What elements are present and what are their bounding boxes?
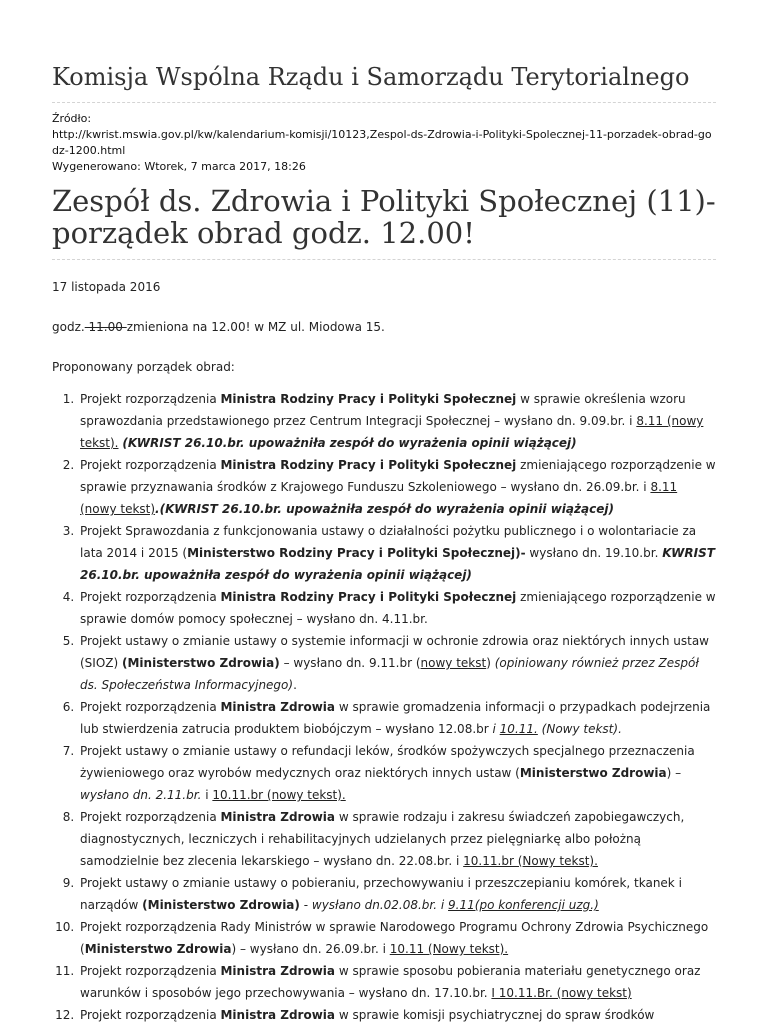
item-text: Projekt Sprawozdania z funkcjonowania ustawy o działalności pożytku publicznego i o wolontariacie za lata 2014 i 2015 ( [80,524,697,560]
agenda-item [78,806,716,872]
agenda-item [78,388,716,454]
item-ministry: Ministra Zdrowia [220,810,336,824]
time-old: 11.00 [84,320,127,334]
agenda-item [78,520,716,586]
site-title: Komisja Wspólna Rządu i Samorządu Terytorialnego [52,63,690,91]
source-meta [52,111,716,175]
item-ministry: Ministra Rodziny Pracy i Polityki Społecznej [220,458,517,472]
item-text: w sprawie gromadzenia informacji o przypadkach podejrzenia lub stwierdzenia zatrucia produktem biobójczym – wysłano 12.08.br [80,700,711,736]
item-ministry: Ministerstwo Rodziny Pracy i Polityki Społecznej)- [187,546,526,560]
item-text: wysłano dn.02.08.br. i [311,898,449,912]
agenda-item [78,916,716,960]
source-label: Źródło: [52,112,92,125]
item-ministry: Ministra Rodziny Pracy i Polityki Społecznej [220,590,517,604]
item-text: ) – wysłano dn. 26.09.br. i [231,942,390,956]
item-text: - [299,898,312,912]
item-text: Projekt ustawy o zmianie ustawy o pobieraniu, przechowywaniu i przeszczepianiu komórek, tkanek i narządów [80,876,682,912]
document-link[interactable]: 10.11.br (nowy tekst). [212,788,346,802]
time-prefix: godz. [52,320,85,334]
item-text: Projekt rozporządzenia [80,810,221,824]
item-text: Projekt ustawy o zmianie ustawy o refundacji leków, środków spożywczych specjalnego przeznaczenia żywieniowego oraz wyrobów medycznych oraz niektórych innych ustaw ( [80,744,695,780]
document-link[interactable]: 10.11 (Nowy tekst). [389,942,509,956]
item-ministry: Ministra Rodziny Pracy i Polityki Społecznej [220,392,517,406]
article-content [52,276,716,1026]
agenda-item [78,872,716,916]
time-rest: zmieniona na 12.00! w MZ ul. Miodowa 15. [126,320,385,334]
agenda-item [78,586,716,630]
meeting-time [52,316,716,338]
agenda-list [52,388,716,1026]
item-text: wysłano dn. 2.11.br. [80,788,202,802]
document-link[interactable]: 10.11.br (Nowy tekst). [463,854,598,868]
item-text: (Nowy tekst). [537,722,622,736]
item-text: Projekt rozporządzenia Rady Ministrów w sprawie Narodowego Programu Ochrony Zdrowia Psychicznego ( [80,920,709,956]
item-text: . [293,678,297,692]
item-text: ) [486,656,495,670]
document-link[interactable]: nowy tekst [420,656,487,670]
item-text: w sprawie sposobu pobierania materiału genetycznego oraz warunków i sposobów jego przechowywania – wysłano dn. 17.10.br. [80,964,701,1000]
item-text: i [492,722,500,736]
agenda-item [78,740,716,806]
item-text: Projekt rozporządzenia [80,1008,221,1022]
agenda-intro: Proponowany porządek obrad: [52,360,235,374]
document-link[interactable]: 9.11(po konferencji uzg.) [448,898,599,912]
agenda-item [78,696,716,740]
item-ministry: (Ministerstwo Zdrowia) [122,656,280,670]
item-ministry: Ministerstwo Zdrowia [84,942,232,956]
document-link[interactable]: 8.11 (nowy tekst). [80,414,704,450]
item-text: ) – [666,766,682,780]
agenda-item [78,630,716,696]
item-text: zmieniającego rozporządzenie w sprawie domów pomocy społecznej – wysłano dn. 4.11.br. [80,590,716,626]
divider [52,102,716,103]
item-note: (KWRIST 26.10.br. upoważniła zespół do wyrażenia opinii wiążącej) [122,436,577,450]
item-ministry: Ministra Zdrowia [220,700,336,714]
agenda-item [78,1004,716,1026]
item-note: KWRIST 26.10.br. upoważniła zespół do wyrażenia opinii wiążącej) [80,546,715,582]
item-text: Projekt ustawy o zmianie ustawy o systemie informacji w ochronie zdrowia oraz niektórych innych ustaw (SIOZ) [80,634,709,670]
item-text: Projekt rozporządzenia [80,458,221,472]
divider [52,259,716,260]
item-text: wysłano dn. 19.10.br. [525,546,663,560]
item-ministry: Ministra Zdrowia [220,1008,336,1022]
document-link[interactable]: 8.11 (nowy tekst) [80,480,678,516]
item-text: Projekt rozporządzenia [80,590,221,604]
item-text: Projekt rozporządzenia [80,964,221,978]
item-text: w sprawie komisji psychiatrycznej do spraw środków [335,1008,655,1022]
article-date: 17 listopada 2016 [52,280,161,294]
article-title: Zespół ds. Zdrowia i Polityki Społecznej (11)-porządek obrad godz. 12.00! [52,184,716,250]
item-note: (opiniowany również przez Zespół ds. Społeczeństwa Informacyjnego) [80,656,699,692]
item-ministry: Ministra Zdrowia [220,964,336,978]
item-ministry: Ministerstwo Zdrowia [519,766,667,780]
agenda-item [78,454,716,520]
source-url: http://kwrist.mswia.gov.pl/kw/kalendarium-komisji/10123,Zespol-ds-Zdrowia-i-Polityki-Spolecznej-11-porzadek-obrad-godz-1200.html [52,128,712,157]
item-note: .(KWRIST 26.10.br. upoważniła zespół do wyrażenia opinii wiążącej) [155,502,614,516]
item-text: i [201,788,213,802]
item-text: w sprawie rodzaju i zakresu świadczeń zapobiegawczych, diagnostycznych, leczniczych i rehabilitacyjnych udzielanych przez pielęgniarkę albo położną samodzielnie bez zlecenia lekarskiego – wysłano dn. 22.08.br. i [80,810,685,868]
item-text: – wysłano dn. 9.11.br ( [279,656,421,670]
document-link[interactable]: 10.11. [499,722,538,736]
item-text: zmieniającego rozporządzenie w sprawie przyznawania środków z Krajowego Funduszu Szkoleniowego – wysłano dn. 26.09.br. i [80,458,716,494]
generated-timestamp: Wygenerowano: Wtorek, 7 marca 2017, 18:26 [52,160,306,173]
item-ministry: (Ministerstwo Zdrowia) [142,898,300,912]
item-text: Projekt rozporządzenia [80,392,221,406]
document-link[interactable]: I 10.11.Br. (nowy tekst) [491,986,632,1000]
agenda-item [78,960,716,1004]
item-text: Projekt rozporządzenia [80,700,221,714]
item-text: w sprawie określenia wzoru sprawozdania przedstawionego przez Centrum Integracji Społecznej – wysłano dn. 9.09.br. i [80,392,686,428]
